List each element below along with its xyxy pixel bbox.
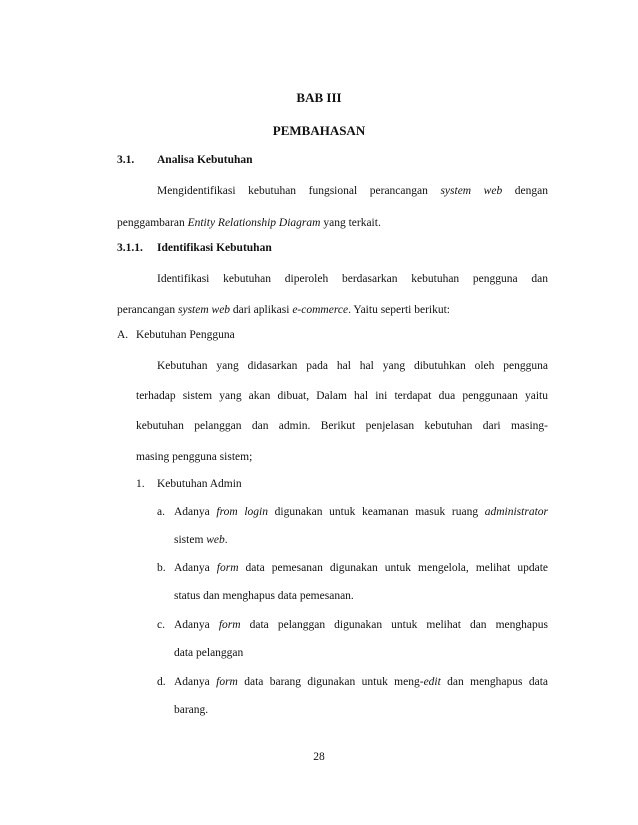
chapter-title: BAB III	[296, 90, 342, 105]
list-marker: d.	[157, 676, 166, 688]
paragraph-line: perancangan system web dari aplikasi e-commerce. Yaitu seperti berikut:	[117, 304, 450, 316]
list-item-line: sistem web.	[174, 534, 228, 546]
section-number: 3.1.	[117, 154, 135, 166]
subsection-number: 3.1.1.	[117, 242, 143, 254]
list-item-line: barang.	[174, 704, 209, 716]
list-item-line: Adanya form data barang digunakan untuk meng-edit dan menghapus data	[174, 676, 549, 688]
list-marker: b.	[157, 562, 166, 574]
list-item-line: Adanya from login digunakan untuk keamanan masuk ruang administrator	[174, 506, 548, 518]
list-item-line: data pelanggan	[174, 647, 244, 659]
list-marker: c.	[157, 619, 165, 631]
paragraph-line: terhadap sistem yang akan dibuat, Dalam hal ini terdapat dua penggunaan yaitu	[136, 390, 548, 402]
list-number: 1.	[136, 478, 145, 490]
list-item-line: Adanya form data pelanggan digunakan untuk melihat dan menghapus	[174, 619, 548, 631]
paragraph-line: masing pengguna sistem;	[136, 451, 253, 463]
paragraph-line: Identifikasi kebutuhan diperoleh berdasarkan kebutuhan pengguna dan	[157, 273, 548, 285]
paragraph-line: penggambaran Entity Relationship Diagram yang terkait.	[117, 217, 381, 229]
section-title: Analisa Kebutuhan	[157, 154, 253, 166]
paragraph-line: Kebutuhan yang didasarkan pada hal hal yang dibutuhkan oleh pengguna	[157, 360, 548, 372]
list-title: Kebutuhan Pengguna	[136, 329, 235, 341]
chapter-subtitle: PEMBAHASAN	[272, 123, 366, 138]
list-marker: a.	[157, 506, 165, 518]
list-label: A.	[117, 329, 129, 341]
paragraph-line: kebutuhan pelanggan dan admin. Berikut penjelasan kebutuhan dari masing-	[136, 420, 548, 432]
subsection-title: Identifikasi Kebutuhan	[157, 242, 272, 254]
list-title: Kebutuhan Admin	[157, 478, 242, 490]
list-item-line: Adanya form data pemesanan digunakan untuk mengelola, melihat update	[174, 562, 548, 574]
list-item-line: status dan menghapus data pemesanan.	[174, 590, 354, 602]
paragraph-line: Mengidentifikasi kebutuhan fungsional perancangan system web dengan	[157, 185, 548, 197]
page-number: 28	[313, 751, 325, 763]
